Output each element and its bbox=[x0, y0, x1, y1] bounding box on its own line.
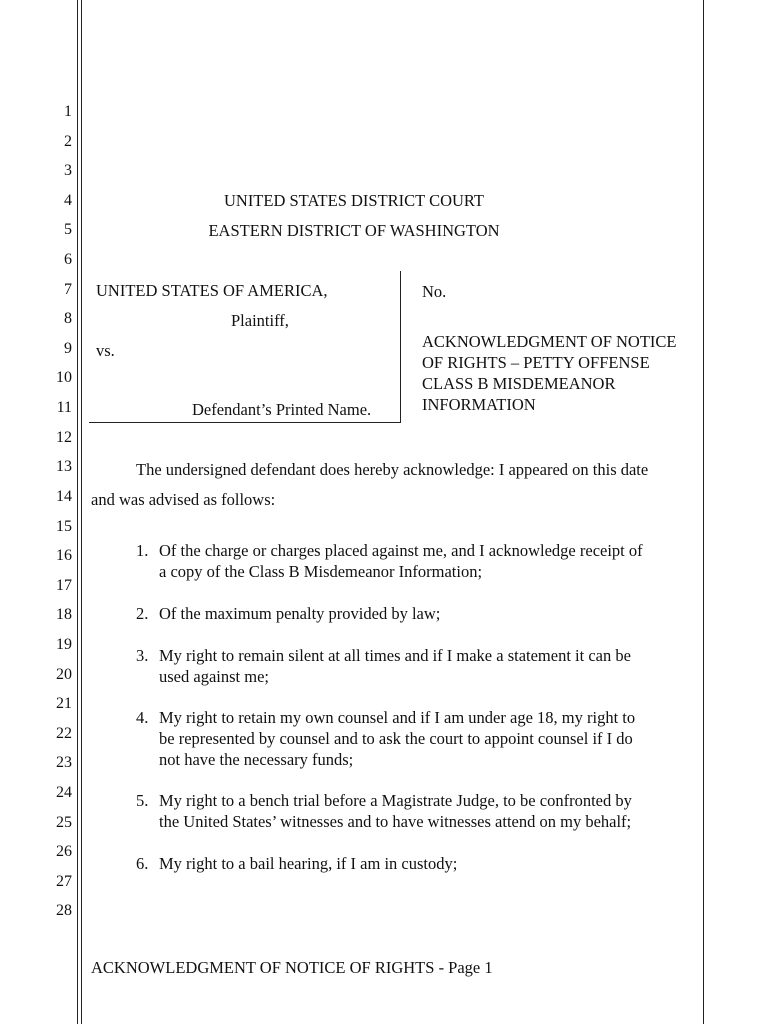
list-item-number: 2. bbox=[136, 604, 149, 623]
line-number: 12 bbox=[56, 429, 72, 446]
plaintiff-name: UNITED STATES OF AMERICA, bbox=[96, 281, 328, 300]
list-item-text: the United States’ witnesses and to have witnesses attend on my behalf; bbox=[159, 812, 632, 831]
document-title-line: CLASS B MISDEMEANOR bbox=[422, 374, 616, 393]
line-number: 19 bbox=[56, 636, 72, 653]
list-item-text: My right to a bench trial before a Magistrate Judge, to be confronted by bbox=[159, 791, 632, 810]
line-number: 16 bbox=[56, 547, 72, 564]
court-district: EASTERN DISTRICT OF WASHINGTON bbox=[208, 221, 500, 240]
document-title-line: OF RIGHTS – PETTY OFFENSE bbox=[422, 353, 650, 372]
versus-label: vs. bbox=[96, 341, 115, 360]
line-number: 28 bbox=[56, 902, 72, 919]
defendant-name-label: Defendant’s Printed Name. bbox=[192, 400, 372, 419]
line-number: 8 bbox=[64, 310, 72, 327]
court-name: UNITED STATES DISTRICT COURT bbox=[223, 191, 484, 210]
line-number: 20 bbox=[56, 666, 72, 683]
line-number: 2 bbox=[64, 133, 72, 150]
list-item-text: My right to remain silent at all times and if I make a statement it can be bbox=[159, 646, 631, 665]
line-number: 25 bbox=[56, 814, 72, 831]
line-number: 21 bbox=[56, 695, 72, 712]
line-number: 18 bbox=[56, 606, 72, 623]
line-number: 23 bbox=[56, 754, 72, 771]
line-number: 9 bbox=[64, 340, 72, 357]
list-item-text: a copy of the Class B Misdemeanor Information; bbox=[159, 562, 483, 581]
case-number-label: No. bbox=[422, 282, 447, 301]
line-number: 13 bbox=[56, 458, 72, 475]
plaintiff-role: Plaintiff, bbox=[231, 311, 289, 330]
line-number: 17 bbox=[56, 577, 72, 594]
list-item-number: 5. bbox=[136, 791, 149, 810]
document-title-line: ACKNOWLEDGMENT OF NOTICE bbox=[422, 332, 677, 351]
list-item-text: used against me; bbox=[159, 667, 269, 686]
line-number: 10 bbox=[56, 369, 72, 386]
line-number: 11 bbox=[56, 399, 72, 416]
line-number: 15 bbox=[56, 518, 72, 535]
list-item-text: not have the necessary funds; bbox=[159, 750, 354, 769]
list-item-number: 3. bbox=[136, 646, 149, 665]
list-item-number: 4. bbox=[136, 708, 149, 727]
line-number: 5 bbox=[64, 221, 72, 238]
line-number: 3 bbox=[64, 162, 72, 179]
document-title-line: INFORMATION bbox=[422, 395, 536, 414]
list-item-text: My right to retain my own counsel and if I am under age 18, my right to bbox=[159, 708, 636, 727]
line-number: 7 bbox=[64, 281, 72, 298]
page-footer: ACKNOWLEDGMENT OF NOTICE OF RIGHTS - Page 1 bbox=[91, 958, 493, 977]
list-item-number: 1. bbox=[136, 541, 149, 560]
line-number: 6 bbox=[64, 251, 72, 268]
line-number: 14 bbox=[56, 488, 72, 505]
left-margin-rule-outer bbox=[77, 0, 78, 1024]
line-number: 1 bbox=[64, 103, 72, 120]
list-item-text: My right to a bail hearing, if I am in custody; bbox=[159, 854, 458, 873]
line-number: 4 bbox=[64, 192, 72, 209]
list-item-text: Of the charge or charges placed against me, and I acknowledge receipt of bbox=[159, 541, 643, 560]
line-number: 24 bbox=[56, 784, 72, 801]
left-margin-rule-inner bbox=[81, 0, 82, 1024]
line-number: 22 bbox=[56, 725, 72, 742]
list-item-text: be represented by counsel and to ask the court to appoint counsel if I do bbox=[159, 729, 633, 748]
list-item-text: Of the maximum penalty provided by law; bbox=[159, 604, 441, 623]
list-item-number: 6. bbox=[136, 854, 149, 873]
intro-line-1: The undersigned defendant does hereby acknowledge: I appeared on this date bbox=[136, 460, 649, 479]
intro-line-2: and was advised as follows: bbox=[91, 490, 276, 509]
line-number: 27 bbox=[56, 873, 72, 890]
right-margin-rule bbox=[703, 0, 704, 1024]
line-number: 26 bbox=[56, 843, 72, 860]
